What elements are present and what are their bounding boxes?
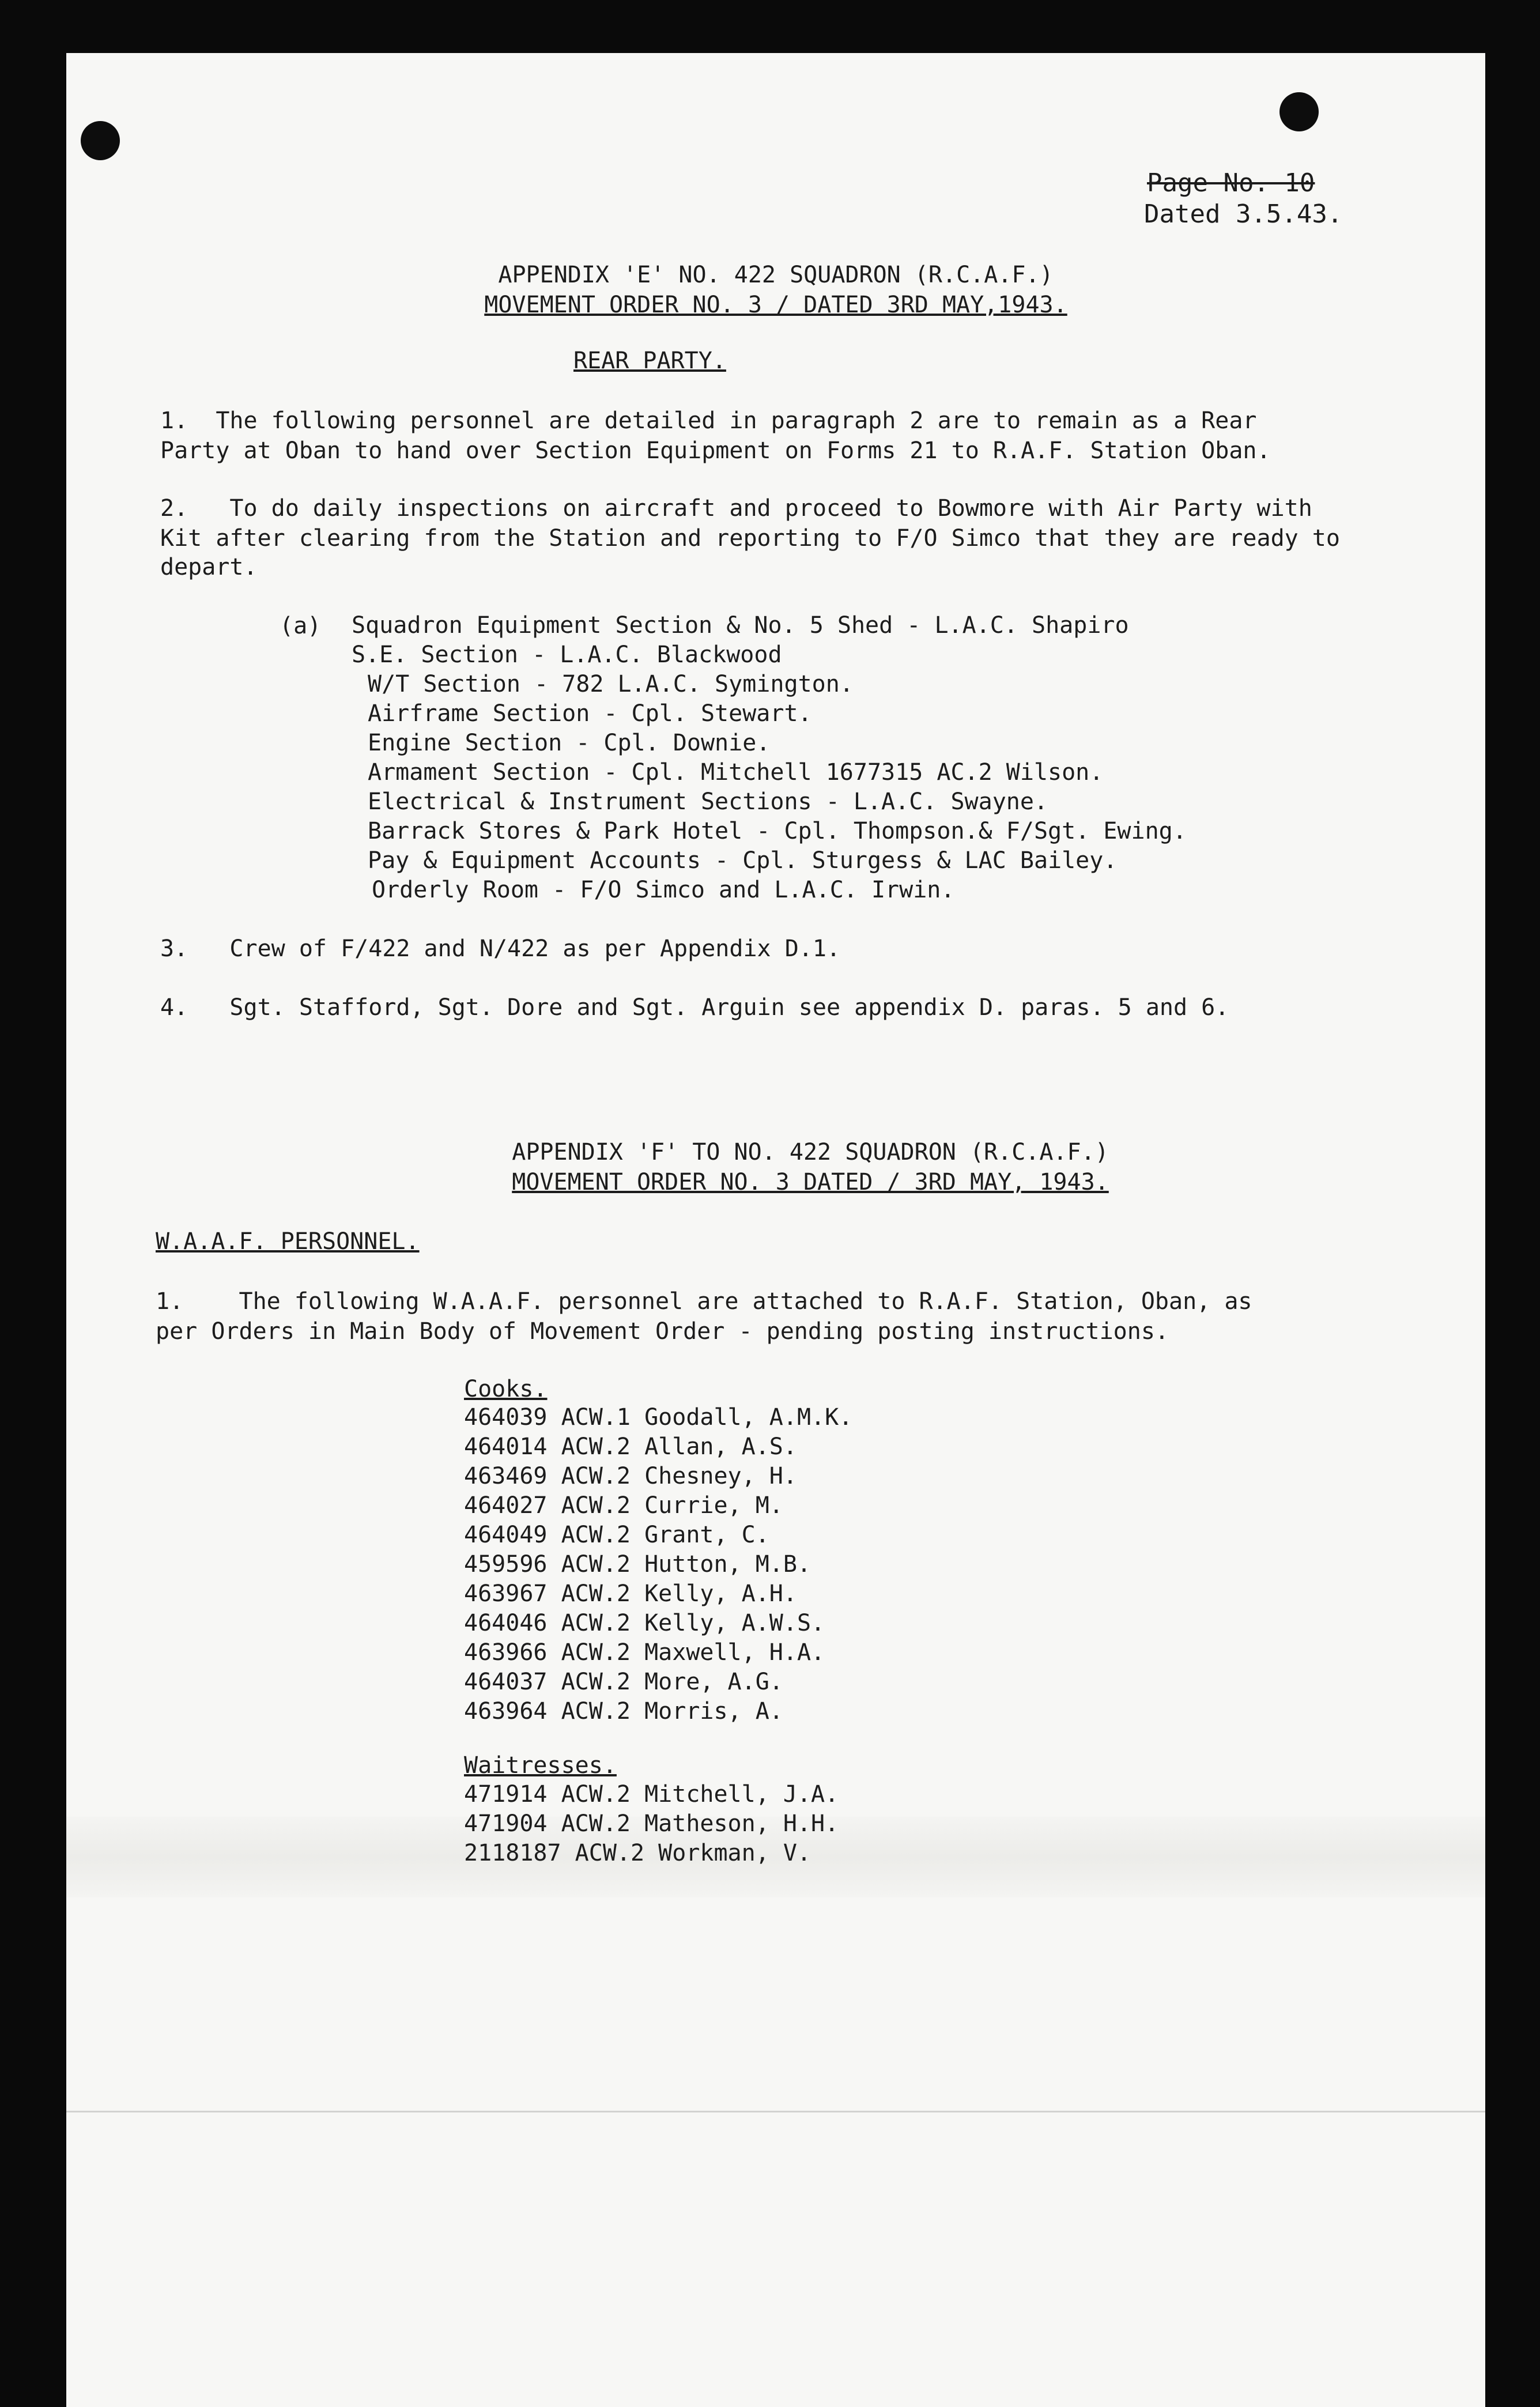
list-item: Pay & Equipment Accounts - Cpl. Sturgess & LAC Bailey.: [368, 847, 1118, 874]
waitresses-heading: Waitresses.: [464, 1752, 617, 1779]
appendix-f-subtitle: MOVEMENT ORDER NO. 3 DATED / 3RD MAY, 1943.: [512, 1169, 1109, 1195]
waitress-row: 471904 ACW.2 Matheson, H.H.: [464, 1810, 839, 1837]
dated-stamp: Dated 3.5.43.: [1144, 199, 1343, 229]
cook-row: 464039 ACW.1 Goodall, A.M.K.: [464, 1404, 853, 1431]
waaf-para1-line1: 1. The following W.A.A.F. personnel are attached to R.A.F. Station, Oban, as: [156, 1288, 1252, 1315]
appendix-e-subtitle: MOVEMENT ORDER NO. 3 / DATED 3RD MAY,1943.: [484, 292, 1067, 318]
cook-row: 464014 ACW.2 Allan, A.S.: [464, 1433, 797, 1460]
para3: 3. Crew of F/422 and N/422 as per Appendix D.1.: [160, 935, 841, 962]
cook-row: 464049 ACW.2 Grant, C.: [464, 1522, 769, 1548]
list-item: S.E. Section - L.A.C. Blackwood: [352, 642, 782, 668]
list-label: (a): [280, 613, 322, 639]
appendix-e-title: APPENDIX 'E' NO. 422 SQUADRON (R.C.A.F.): [498, 262, 1054, 288]
cook-row: 464027 ACW.2 Currie, M.: [464, 1492, 783, 1519]
cooks-heading: Cooks.: [464, 1376, 548, 1402]
waitress-row: 471914 ACW.2 Mitchell, J.A.: [464, 1781, 839, 1808]
punch-hole-left: [81, 121, 120, 160]
cook-row: 459596 ACW.2 Hutton, M.B.: [464, 1551, 811, 1578]
para2-line2: Kit after clearing from the Station and reporting to F/O Simco that they are ready to: [160, 525, 1340, 552]
scan-streak: [66, 2111, 1485, 2112]
rear-party-heading: REAR PARTY.: [573, 348, 726, 374]
punch-hole-right: [1279, 92, 1319, 131]
para2-line1: 2. To do daily inspections on aircraft and proceed to Bowmore with Air Party with: [160, 495, 1312, 522]
page-number-stamp: Page No. 10: [1147, 168, 1315, 198]
list-item: Orderly Room - F/O Simco and L.A.C. Irwin.: [372, 877, 955, 903]
cook-row: 463966 ACW.2 Maxwell, H.A.: [464, 1639, 825, 1666]
waaf-heading: W.A.A.F. PERSONNEL.: [156, 1228, 420, 1255]
cook-row: 463469 ACW.2 Chesney, H.: [464, 1463, 797, 1489]
para4: 4. Sgt. Stafford, Sgt. Dore and Sgt. Arguin see appendix D. paras. 5 and 6.: [160, 994, 1229, 1021]
list-item: Squadron Equipment Section & No. 5 Shed - L.A.C. Shapiro: [352, 612, 1129, 639]
document-page: [66, 53, 1485, 2407]
para2-line3: depart.: [160, 554, 258, 580]
cook-row: 463964 ACW.2 Morris, A.: [464, 1698, 783, 1725]
list-item: Electrical & Instrument Sections - L.A.C. Swayne.: [368, 788, 1048, 815]
para1-line1: 1. The following personnel are detailed in paragraph 2 are to remain as a Rear: [160, 408, 1257, 434]
waitress-row: 2118187 ACW.2 Workman, V.: [464, 1840, 811, 1866]
para1-line2: Party at Oban to hand over Section Equipment on Forms 21 to R.A.F. Station Oban.: [160, 437, 1271, 464]
cook-row: 464046 ACW.2 Kelly, A.W.S.: [464, 1610, 825, 1636]
list-item: W/T Section - 782 L.A.C. Symington.: [368, 671, 854, 697]
cook-row: 464037 ACW.2 More, A.G.: [464, 1669, 783, 1695]
cook-row: 463967 ACW.2 Kelly, A.H.: [464, 1580, 797, 1607]
appendix-f-title: APPENDIX 'F' TO NO. 422 SQUADRON (R.C.A.F.): [512, 1139, 1109, 1165]
list-item: Barrack Stores & Park Hotel - Cpl. Thompson.& F/Sgt. Ewing.: [368, 818, 1187, 844]
list-item: Airframe Section - Cpl. Stewart.: [368, 700, 812, 727]
list-item: Engine Section - Cpl. Downie.: [368, 730, 771, 756]
list-item: Armament Section - Cpl. Mitchell 1677315 AC.2 Wilson.: [368, 759, 1104, 786]
waaf-para1-line2: per Orders in Main Body of Movement Order - pending posting instructions.: [156, 1318, 1169, 1345]
